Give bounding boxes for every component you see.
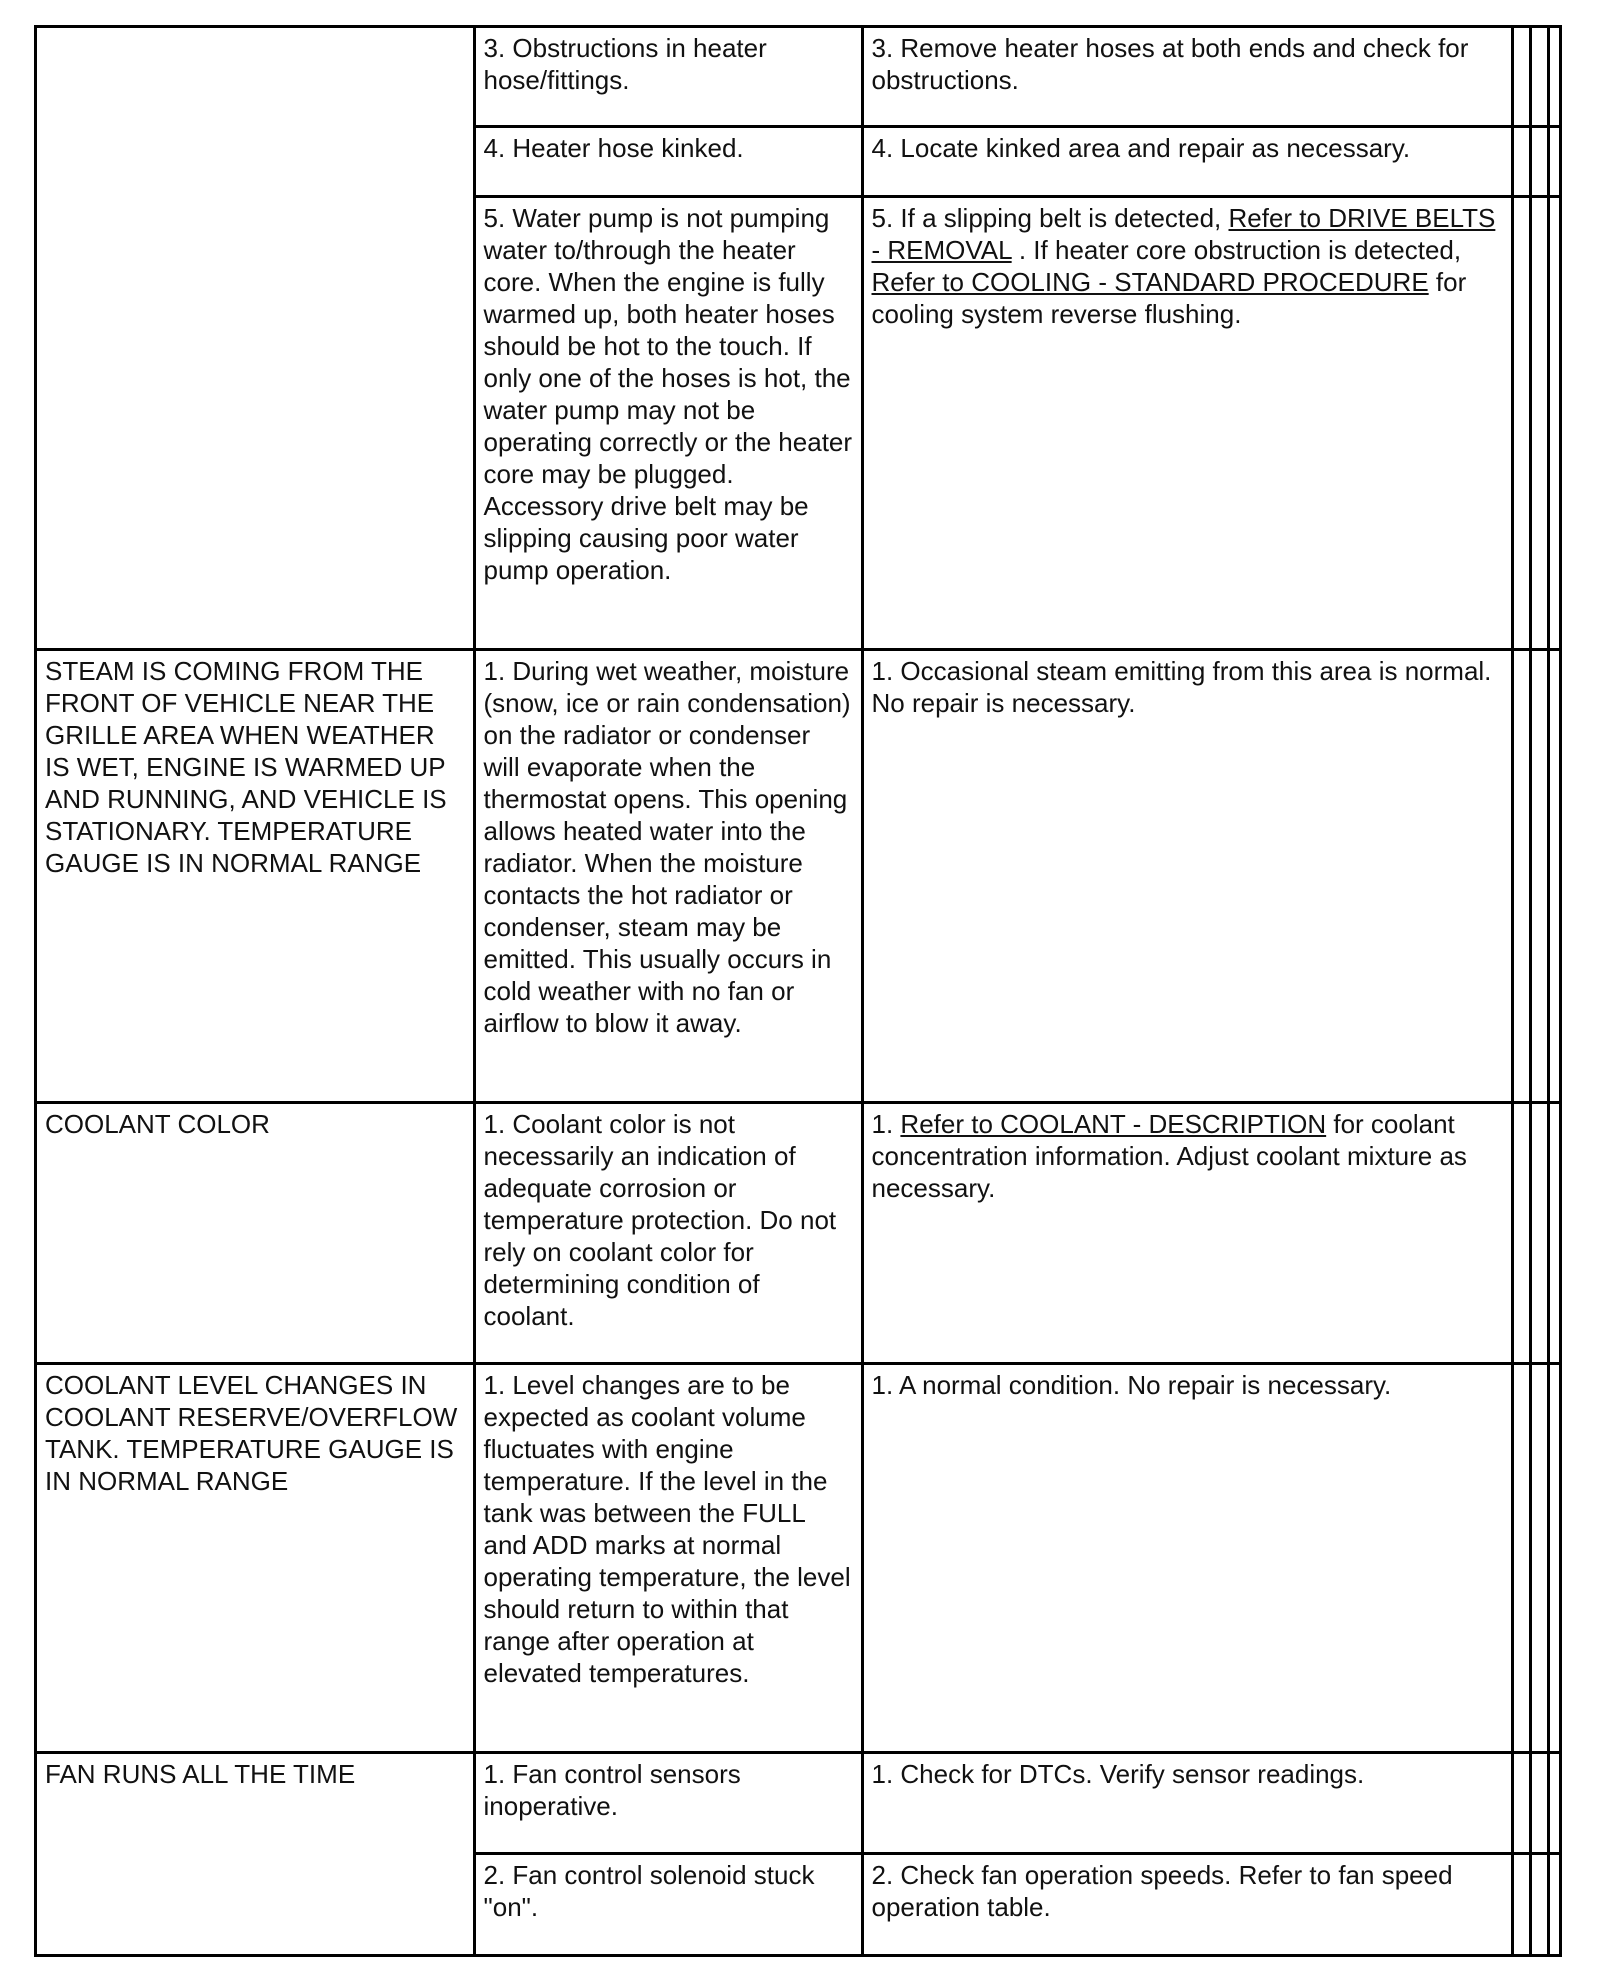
condition-text: STEAM IS COMING FROM THE FRONT OF VEHICLE NEAR THE GRILLE AREA WHEN WEATHER IS WET, ENGINE IS WARMED UP AND RUNNING, AND VEHICLE IS STATIONARY. TEMPERATURE GAUGE IS IN NORMAL RANGE (45, 655, 447, 878)
blank-column-cell (1530, 126, 1548, 196)
condition-text: COOLANT LEVEL CHANGES IN COOLANT RESERVE/OVERFLOW TANK. TEMPERATURE GAUGE IS IN NORMAL RANGE (45, 1369, 458, 1496)
cause-cell (474, 28, 862, 126)
cause-cell (474, 1752, 862, 1853)
correction-cell (862, 28, 1512, 126)
blank-column-cell (1530, 1102, 1548, 1363)
correction-text (872, 655, 1503, 719)
cause-text: 1. During wet weather, moisture (snow, ice or rain condensation) on the radiator or condenser will evaporate when the thermostat opens. This opening allows heated water into the radiator. When the moisture contacts the hot radiator or condenser, steam may be emitted. This usually occurs in cold weather with no fan or airflow to blow it away. (483, 655, 851, 1038)
correction-segment: for coolant concentration information. Adjust coolant mixture as necessary. (871, 1108, 1467, 1203)
correction-cell (862, 1102, 1512, 1363)
correction-text (872, 202, 1503, 330)
diagnosis-table (37, 28, 1559, 1954)
blank-column-cell (1548, 126, 1559, 196)
correction-cell (862, 1363, 1512, 1752)
blank-column-cell (1512, 649, 1530, 1102)
cause-cell (474, 1853, 862, 1954)
correction-segment: 1. A normal condition. No repair is necessary. (871, 1369, 1392, 1400)
diagnosis-table-page (34, 25, 1562, 1957)
correction-text (872, 1859, 1503, 1923)
blank-column-cell (1512, 1853, 1530, 1954)
table-row (37, 1102, 1559, 1363)
correction-segment: 2. Check fan operation speeds. Refer to fan speed operation table. (871, 1859, 1453, 1922)
blank-column-cell (1512, 1102, 1530, 1363)
blank-column-cell (1512, 1363, 1530, 1752)
correction-segment: 1. Occasional steam emitting from this area is normal. No repair is necessary. (871, 655, 1492, 718)
correction-text (872, 132, 1503, 164)
correction-cell (862, 126, 1512, 196)
blank-column-cell (1530, 1853, 1548, 1954)
blank-column-cell (1548, 1363, 1559, 1752)
table-row (37, 1363, 1559, 1752)
blank-column-cell (1530, 196, 1548, 649)
condition-cell (37, 1102, 474, 1363)
condition-text: COOLANT COLOR (45, 1108, 270, 1139)
cause-cell (474, 196, 862, 649)
condition-cell (37, 1752, 474, 1954)
cause-text: 1. Coolant color is not necessarily an indication of adequate corrosion or temperature protection. Do not rely on coolant color for determining condition of coolant. (483, 1108, 837, 1331)
blank-column-cell (1530, 28, 1548, 126)
cause-cell (474, 1363, 862, 1752)
correction-text (872, 32, 1503, 96)
correction-cell (862, 1752, 1512, 1853)
blank-column-cell (1548, 196, 1559, 649)
correction-segment: for cooling system reverse flushing. (871, 266, 1467, 329)
correction-text (872, 1108, 1503, 1204)
cross-reference-link[interactable]: Refer to COOLING - STANDARD PROCEDURE (871, 266, 1429, 297)
blank-column-cell (1530, 1752, 1548, 1853)
correction-segment: 5. If a slipping belt is detected, (871, 202, 1229, 233)
cause-cell (474, 126, 862, 196)
correction-cell (862, 1853, 1512, 1954)
correction-segment: 4. Locate kinked area and repair as necessary. (871, 132, 1411, 163)
correction-text (872, 1758, 1503, 1790)
cross-reference-link[interactable]: Refer to COOLANT - DESCRIPTION (900, 1108, 1327, 1139)
blank-column-cell (1548, 1102, 1559, 1363)
condition-text: FAN RUNS ALL THE TIME (45, 1758, 356, 1789)
blank-column-cell (1530, 1363, 1548, 1752)
correction-segment: . If heater core obstruction is detected, (1011, 234, 1462, 265)
cause-text: 1. Level changes are to be expected as coolant volume fluctuates with engine temperature. If the level in the tank was between the FULL and ADD marks at normal operating temperature, the level should return to within that range after operation at elevated temperatures. (483, 1369, 851, 1688)
cross-reference-link[interactable]: Refer to DRIVE BELTS - REMOVAL (871, 202, 1496, 265)
cause-text: 3. Obstructions in heater hose/fittings. (483, 33, 767, 95)
blank-column-cell (1512, 1752, 1530, 1853)
blank-column-cell (1548, 1853, 1559, 1954)
table-row (37, 649, 1559, 1102)
correction-segment: 1. Check for DTCs. Verify sensor readings. (871, 1758, 1365, 1789)
blank-column-cell (1512, 126, 1530, 196)
cause-text: 4. Heater hose kinked. (483, 132, 744, 163)
blank-column-cell (1512, 196, 1530, 649)
correction-segment: 1. (871, 1108, 901, 1139)
cause-text: 2. Fan control solenoid stuck "on". (483, 1859, 815, 1922)
blank-column-cell (1548, 1752, 1559, 1853)
cause-cell (474, 1102, 862, 1363)
cause-text: 1. Fan control sensors inoperative. (483, 1758, 741, 1821)
correction-cell (862, 649, 1512, 1102)
blank-column-cell (1548, 649, 1559, 1102)
blank-column-cell (1530, 649, 1548, 1102)
cause-cell (474, 649, 862, 1102)
table-row (37, 28, 1559, 126)
cause-text: 5. Water pump is not pumping water to/through the heater core. When the engine is fully warmed up, both heater hoses should be hot to the touch. If only one of the hoses is hot, the water pump may not be operating correctly or the heater core may be plugged. Accessory drive belt may be slipping causing poor water pump operation. (483, 202, 853, 585)
blank-column-cell (1512, 28, 1530, 126)
condition-cell (37, 1363, 474, 1752)
condition-cell (37, 649, 474, 1102)
correction-text (872, 1369, 1503, 1401)
correction-segment: 3. Remove heater hoses at both ends and check for obstructions. (871, 33, 1469, 95)
table-row (37, 1752, 1559, 1853)
blank-column-cell (1548, 28, 1559, 126)
correction-cell (862, 196, 1512, 649)
condition-cell (37, 28, 474, 649)
